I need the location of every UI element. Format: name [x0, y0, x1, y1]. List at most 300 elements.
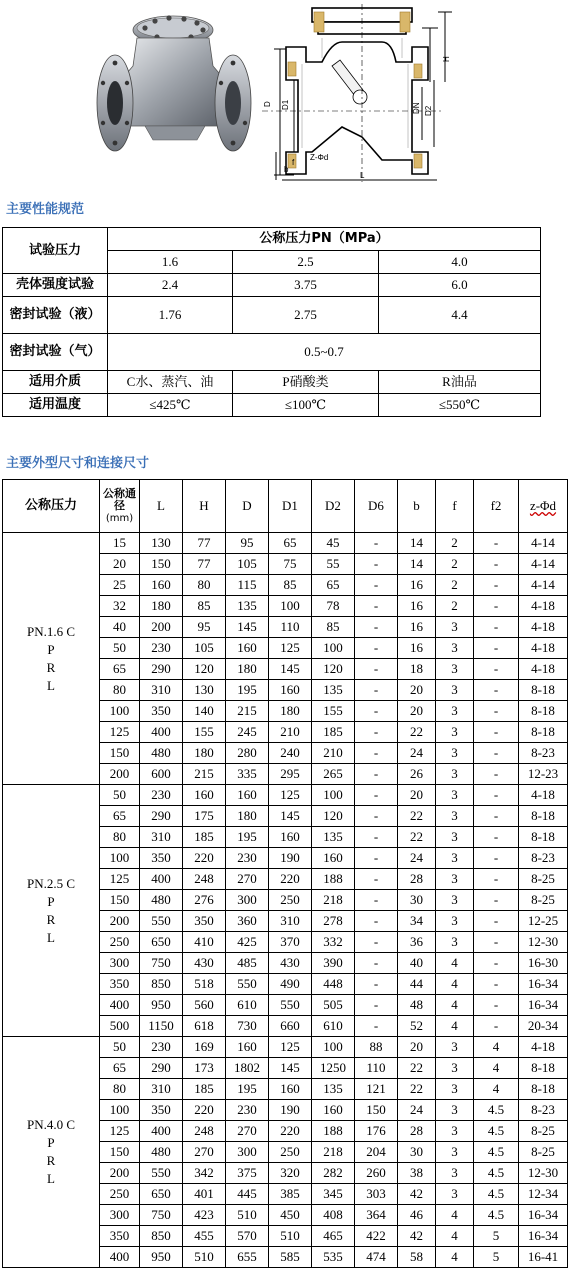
- table-cell: 46: [398, 1205, 436, 1226]
- table-cell: 55: [312, 554, 355, 575]
- table-cell: 120: [312, 806, 355, 827]
- table-cell: 12-34: [519, 1184, 568, 1205]
- table-cell: 65: [100, 1058, 140, 1079]
- table-cell: 50: [100, 1037, 140, 1058]
- table-cell: 188: [312, 869, 355, 890]
- table-cell: 16-34: [519, 995, 568, 1016]
- table-cell: 210: [312, 743, 355, 764]
- table-cell: 270: [183, 1142, 226, 1163]
- header-col: H: [183, 480, 226, 533]
- table-cell: 150: [355, 1100, 398, 1121]
- table-cell: 400: [100, 1247, 140, 1268]
- shell-test-label: 壳体强度试验: [3, 274, 108, 297]
- table-cell: -: [355, 974, 398, 995]
- table-cell: 160: [140, 575, 183, 596]
- table-cell: 190: [269, 1100, 312, 1121]
- table-cell: 16: [398, 596, 436, 617]
- cell: 3.75: [233, 274, 379, 297]
- table-cell: 80: [100, 827, 140, 848]
- table-cell: 28: [398, 1121, 436, 1142]
- table-cell: -: [355, 932, 398, 953]
- table-cell: 125: [100, 722, 140, 743]
- seal-gas-value: 0.5~0.7: [108, 334, 541, 371]
- table-cell: 5: [474, 1226, 519, 1247]
- table-cell: 200: [100, 911, 140, 932]
- table-cell: 100: [100, 701, 140, 722]
- table-cell: 65: [100, 806, 140, 827]
- table-cell: 450: [269, 1205, 312, 1226]
- table-cell: 510: [226, 1205, 269, 1226]
- table-cell: 290: [140, 806, 183, 827]
- table-cell: 4: [436, 974, 474, 995]
- table-cell: 24: [398, 743, 436, 764]
- table-cell: 550: [226, 974, 269, 995]
- header-zphid: z-Φd: [529, 498, 557, 513]
- table-cell: 195: [226, 827, 269, 848]
- table-cell: 150: [100, 890, 140, 911]
- table-cell: 375: [226, 1163, 269, 1184]
- table-cell: -: [355, 827, 398, 848]
- table-cell: 655: [226, 1247, 269, 1268]
- table-cell: 65: [269, 533, 312, 554]
- table-cell: 130: [140, 533, 183, 554]
- test-pressure-label: 试验压力: [3, 228, 108, 274]
- table-cell: 422: [355, 1226, 398, 1247]
- table-cell: -: [474, 806, 519, 827]
- table-cell: 2: [436, 554, 474, 575]
- table-cell: -: [474, 638, 519, 659]
- table-cell: 500: [100, 1016, 140, 1037]
- table-cell: 220: [183, 848, 226, 869]
- table-cell: 100: [100, 848, 140, 869]
- table-cell: 145: [269, 1058, 312, 1079]
- table-cell: 4: [474, 1037, 519, 1058]
- table-cell: -: [474, 701, 519, 722]
- table-cell: 135: [312, 827, 355, 848]
- table-cell: -: [355, 764, 398, 785]
- table-cell: 1150: [140, 1016, 183, 1037]
- table-cell: 160: [226, 638, 269, 659]
- table-cell: 160: [312, 848, 355, 869]
- valve-section-drawing: [262, 2, 567, 187]
- table-cell: 24: [398, 848, 436, 869]
- table-cell: 250: [269, 1142, 312, 1163]
- header-col: [519, 480, 568, 533]
- table-cell: 4-14: [519, 533, 568, 554]
- table-cell: 160: [183, 785, 226, 806]
- table-cell: 78: [312, 596, 355, 617]
- table-cell: 50: [100, 638, 140, 659]
- table-cell: 400: [140, 869, 183, 890]
- table-cell: 8-23: [519, 1100, 568, 1121]
- table-row: [3, 1037, 568, 1058]
- table-cell: 3: [436, 638, 474, 659]
- table-cell: -: [474, 785, 519, 806]
- table-cell: 22: [398, 827, 436, 848]
- table-cell: 42: [398, 1226, 436, 1247]
- table-cell: 230: [226, 848, 269, 869]
- table-cell: 160: [269, 680, 312, 701]
- table-cell: 110: [355, 1058, 398, 1079]
- table-cell: 335: [226, 764, 269, 785]
- table-cell: 121: [355, 1079, 398, 1100]
- table-cell: 3: [436, 617, 474, 638]
- table-cell: 8-18: [519, 680, 568, 701]
- table-cell: 4.5: [474, 1121, 519, 1142]
- table-cell: 4.5: [474, 1205, 519, 1226]
- table-cell: 8-18: [519, 701, 568, 722]
- table-cell: 3: [436, 911, 474, 932]
- table-cell: 1250: [312, 1058, 355, 1079]
- dimensions-table: [2, 479, 568, 1268]
- table-cell: -: [355, 638, 398, 659]
- table-cell: 350: [100, 974, 140, 995]
- seal-liquid-label: 密封试验（液）: [3, 297, 108, 334]
- table-cell: 345: [312, 1184, 355, 1205]
- table-cell: 3: [436, 659, 474, 680]
- table-cell: -: [355, 596, 398, 617]
- table-cell: 4: [436, 1205, 474, 1226]
- table-cell: 135: [226, 596, 269, 617]
- table-cell: -: [355, 785, 398, 806]
- table-cell: 350: [100, 1226, 140, 1247]
- table-cell: 125: [269, 638, 312, 659]
- table-cell: -: [355, 1016, 398, 1037]
- table-cell: 42: [398, 1184, 436, 1205]
- table-cell: 190: [269, 848, 312, 869]
- temp-label: 适用温度: [3, 394, 108, 417]
- table-cell: 12-30: [519, 932, 568, 953]
- table-cell: 50: [100, 785, 140, 806]
- table-cell: 2: [436, 575, 474, 596]
- table-cell: 38: [398, 1163, 436, 1184]
- table-cell: 465: [312, 1226, 355, 1247]
- table-cell: 400: [140, 1121, 183, 1142]
- pn-value: 1.6: [108, 251, 233, 274]
- table-cell: 125: [269, 1037, 312, 1058]
- media-value: R油品: [379, 371, 541, 394]
- table-cell: 4.5: [474, 1142, 519, 1163]
- table-cell: 220: [183, 1100, 226, 1121]
- table-cell: 8-23: [519, 848, 568, 869]
- table-row: [3, 533, 568, 554]
- table-cell: 230: [140, 785, 183, 806]
- header-pressure: 公称压力: [3, 480, 100, 533]
- table-cell: 16: [398, 575, 436, 596]
- table-cell: 4: [436, 953, 474, 974]
- table-cell: 445: [226, 1184, 269, 1205]
- table-cell: 4-18: [519, 785, 568, 806]
- table-cell: -: [355, 995, 398, 1016]
- table-cell: 282: [312, 1163, 355, 1184]
- table-cell: -: [355, 617, 398, 638]
- table-cell: 140: [183, 701, 226, 722]
- table-cell: 8-25: [519, 869, 568, 890]
- table-cell: 85: [183, 596, 226, 617]
- table-header-row: [3, 480, 568, 533]
- header-col: D6: [355, 480, 398, 533]
- table-cell: 4-18: [519, 617, 568, 638]
- table-cell: 400: [100, 995, 140, 1016]
- cell: 4.4: [379, 297, 541, 334]
- header-col: L: [140, 480, 183, 533]
- table-cell: -: [355, 848, 398, 869]
- table-cell: 370: [269, 932, 312, 953]
- valve-photo: [85, 8, 260, 168]
- table-cell: 145: [226, 617, 269, 638]
- table-cell: 290: [140, 659, 183, 680]
- table-cell: 270: [226, 1121, 269, 1142]
- table-cell: 4: [474, 1058, 519, 1079]
- table-cell: -: [355, 554, 398, 575]
- table-cell: 130: [183, 680, 226, 701]
- table-cell: -: [474, 680, 519, 701]
- table-cell: 150: [100, 743, 140, 764]
- dim-label-DN: DN: [412, 102, 421, 114]
- table-cell: 20: [398, 701, 436, 722]
- table-cell: 80: [100, 680, 140, 701]
- table-cell: -: [474, 764, 519, 785]
- table-cell: -: [474, 848, 519, 869]
- dimensions-body: [3, 533, 568, 1268]
- table-cell: 32: [100, 596, 140, 617]
- table-cell: 22: [398, 1079, 436, 1100]
- table-cell: 188: [312, 1121, 355, 1142]
- table-cell: 360: [226, 911, 269, 932]
- table-cell: 350: [183, 911, 226, 932]
- table-cell: 210: [269, 722, 312, 743]
- table-cell: 4-18: [519, 1037, 568, 1058]
- table-cell: 195: [226, 1079, 269, 1100]
- pn-value: 2.5: [233, 251, 379, 274]
- table-cell: 88: [355, 1037, 398, 1058]
- table-cell: 423: [183, 1205, 226, 1226]
- table-cell: 135: [312, 1079, 355, 1100]
- table-cell: -: [474, 827, 519, 848]
- table-cell: 3: [436, 743, 474, 764]
- table-cell: 75: [269, 554, 312, 575]
- table-cell: 1802: [226, 1058, 269, 1079]
- media-value: P硝酸类: [233, 371, 379, 394]
- table-cell: 585: [269, 1247, 312, 1268]
- table-cell: 16-34: [519, 1226, 568, 1247]
- table-cell: 300: [226, 1142, 269, 1163]
- table-cell: 3: [436, 785, 474, 806]
- table-cell: 95: [183, 617, 226, 638]
- table-cell: 610: [312, 1016, 355, 1037]
- table-cell: 20-34: [519, 1016, 568, 1037]
- table-row: [3, 334, 541, 371]
- table-cell: 155: [312, 701, 355, 722]
- table-cell: -: [474, 659, 519, 680]
- table-cell: 24: [398, 1100, 436, 1121]
- table-cell: 80: [100, 1079, 140, 1100]
- table-cell: 3: [436, 1058, 474, 1079]
- table-cell: 180: [269, 701, 312, 722]
- table-cell: 4-14: [519, 575, 568, 596]
- table-cell: 250: [100, 1184, 140, 1205]
- table-cell: 3: [436, 1121, 474, 1142]
- header-col: f2: [474, 480, 519, 533]
- table-cell: 4: [436, 1247, 474, 1268]
- dim-label-b: b: [284, 165, 289, 174]
- table-cell: 14: [398, 533, 436, 554]
- table-cell: 120: [312, 659, 355, 680]
- table-cell: -: [474, 575, 519, 596]
- table-cell: 180: [140, 596, 183, 617]
- table-row: [3, 297, 541, 334]
- table-cell: 4-18: [519, 638, 568, 659]
- table-cell: 105: [226, 554, 269, 575]
- table-cell: 610: [226, 995, 269, 1016]
- table-cell: 4.5: [474, 1184, 519, 1205]
- table-cell: 3: [436, 1100, 474, 1121]
- media-value: C水、蒸汽、油: [108, 371, 233, 394]
- media-label: 适用介质: [3, 371, 108, 394]
- temp-value: ≤550℃: [379, 394, 541, 417]
- table-cell: 12-30: [519, 1163, 568, 1184]
- table-cell: 278: [312, 911, 355, 932]
- table-cell: 180: [183, 743, 226, 764]
- table-cell: 34: [398, 911, 436, 932]
- table-cell: 350: [140, 1100, 183, 1121]
- table-cell: 230: [140, 638, 183, 659]
- table-cell: 2: [436, 533, 474, 554]
- table-cell: 650: [140, 932, 183, 953]
- table-cell: 490: [269, 974, 312, 995]
- section-title-dimensions: 主要外型尺寸和连接尺寸: [6, 456, 150, 471]
- table-cell: 180: [226, 806, 269, 827]
- table-cell: -: [355, 953, 398, 974]
- table-cell: 218: [312, 1142, 355, 1163]
- table-cell: 45: [312, 533, 355, 554]
- table-cell: 750: [140, 953, 183, 974]
- header-col: D1: [269, 480, 312, 533]
- table-cell: 280: [226, 743, 269, 764]
- pressure-group-label: PN.1.6 C P R L: [3, 533, 100, 785]
- table-cell: 3: [436, 764, 474, 785]
- table-cell: 430: [183, 953, 226, 974]
- table-cell: 505: [312, 995, 355, 1016]
- cell: 1.76: [108, 297, 233, 334]
- table-cell: 150: [140, 554, 183, 575]
- table-cell: 77: [183, 554, 226, 575]
- table-cell: 408: [312, 1205, 355, 1226]
- table-cell: 425: [226, 932, 269, 953]
- table-cell: 3: [436, 932, 474, 953]
- table-cell: 125: [100, 869, 140, 890]
- table-cell: 8-25: [519, 1142, 568, 1163]
- dim-label-zphid: Z-Φd: [310, 153, 329, 162]
- table-cell: -: [355, 680, 398, 701]
- table-cell: 448: [312, 974, 355, 995]
- table-cell: 22: [398, 806, 436, 827]
- table-cell: 550: [140, 1163, 183, 1184]
- table-cell: 510: [183, 1247, 226, 1268]
- table-cell: 18: [398, 659, 436, 680]
- table-cell: 650: [140, 1184, 183, 1205]
- table-cell: 320: [269, 1163, 312, 1184]
- header-col: D: [226, 480, 269, 533]
- table-cell: 15: [100, 533, 140, 554]
- table-cell: 3: [436, 1184, 474, 1205]
- table-cell: 200: [100, 764, 140, 785]
- table-cell: 480: [140, 1142, 183, 1163]
- pn-value: 4.0: [379, 251, 541, 274]
- table-cell: 310: [140, 680, 183, 701]
- table-cell: 310: [140, 1079, 183, 1100]
- table-cell: 16-34: [519, 974, 568, 995]
- table-cell: 22: [398, 1058, 436, 1079]
- performance-table: [2, 227, 541, 417]
- table-cell: 230: [226, 1100, 269, 1121]
- table-cell: 3: [436, 806, 474, 827]
- table-cell: 303: [355, 1184, 398, 1205]
- table-cell: 300: [100, 1205, 140, 1226]
- table-cell: 4-18: [519, 659, 568, 680]
- table-cell: 5: [474, 1247, 519, 1268]
- table-cell: 4-14: [519, 554, 568, 575]
- table-cell: 560: [183, 995, 226, 1016]
- table-cell: 204: [355, 1142, 398, 1163]
- table-cell: 350: [140, 701, 183, 722]
- table-cell: 52: [398, 1016, 436, 1037]
- table-cell: 28: [398, 869, 436, 890]
- table-cell: -: [355, 575, 398, 596]
- table-cell: 220: [269, 1121, 312, 1142]
- table-cell: 310: [140, 827, 183, 848]
- table-cell: 135: [312, 680, 355, 701]
- table-cell: 550: [269, 995, 312, 1016]
- table-cell: 40: [100, 617, 140, 638]
- table-cell: 95: [226, 533, 269, 554]
- table-cell: 3: [436, 1079, 474, 1100]
- table-cell: 30: [398, 1142, 436, 1163]
- table-cell: 8-25: [519, 1121, 568, 1142]
- table-cell: 342: [183, 1163, 226, 1184]
- table-cell: 145: [269, 659, 312, 680]
- table-cell: 77: [183, 533, 226, 554]
- table-cell: 401: [183, 1184, 226, 1205]
- table-cell: 260: [355, 1163, 398, 1184]
- table-cell: 3: [436, 869, 474, 890]
- header-col: f: [436, 480, 474, 533]
- table-cell: 20: [398, 680, 436, 701]
- table-cell: -: [474, 995, 519, 1016]
- table-cell: 730: [226, 1016, 269, 1037]
- table-cell: 4.5: [474, 1100, 519, 1121]
- header-col: D2: [312, 480, 355, 533]
- table-cell: 295: [269, 764, 312, 785]
- table-cell: 160: [312, 1100, 355, 1121]
- table-cell: 3: [436, 1142, 474, 1163]
- table-cell: 160: [269, 827, 312, 848]
- table-cell: 3: [436, 701, 474, 722]
- table-cell: -: [474, 953, 519, 974]
- table-cell: 332: [312, 932, 355, 953]
- table-cell: 100: [269, 596, 312, 617]
- table-row: [3, 394, 541, 417]
- table-cell: 850: [140, 1226, 183, 1247]
- table-cell: -: [474, 974, 519, 995]
- table-cell: 100: [312, 638, 355, 659]
- table-cell: -: [474, 596, 519, 617]
- table-cell: -: [474, 911, 519, 932]
- dim-label-D1: D1: [281, 99, 290, 110]
- table-cell: 618: [183, 1016, 226, 1037]
- table-cell: 248: [183, 869, 226, 890]
- table-cell: -: [474, 932, 519, 953]
